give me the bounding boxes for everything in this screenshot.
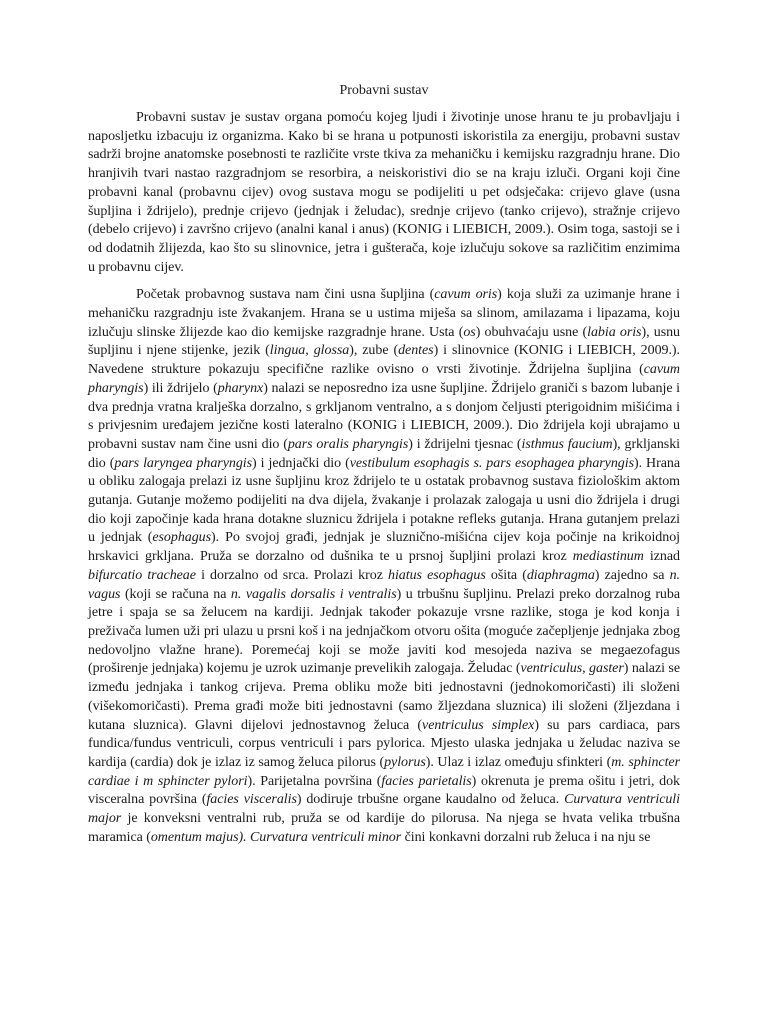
latin-term: ventriculus simplex	[422, 717, 535, 733]
text-run: ) okrenuta je prema ošitu i jetri, dok visceralna površina (	[88, 773, 680, 808]
text-run: je konveksni ventralni rub, pruža se od kardije do pilorusa. Na njega se hvata velika trbušna maramica (	[88, 811, 680, 845]
latin-term: pylorus	[384, 754, 426, 770]
text-run: ) i jednjački dio (	[252, 455, 350, 471]
latin-term: facies visceralis	[206, 792, 297, 808]
latin-term: hiatus esophagus	[388, 567, 486, 583]
latin-term: pars oralis pharyngis	[287, 436, 409, 452]
text-run: ). Parijetalna površina (	[247, 773, 382, 789]
text-run: Probavni sustav je sustav organa pomoću kojeg ljudi i životinje unose hranu te ju probavljaju i naposljetku izbacuju iz organizma. Kako bi se hrana u potpunosti iskoristila za energiju, probavni sustav sadrži brojne anatomske posebnosti te različite vrste tkiva za mehaničku i kemijsku razgradnju hrane. Dio hranjivih tvari nastao razgradnjom se resorbira, a neiskoristivi dio se na kraju izluči. Organi koji čine probavni kanal (probavnu cijev) ovog sustava mogu se podijeliti u pet odsječaka: crijevo glave (usna šupljina i ždrijelo), prednje crijevo (jednjak i želudac), srednje crijevo (tanko crijevo), stražnje crijevo (debelo crijevo) i završno crijevo (analni kanal i anus) (KONIG i LIEBICH, 2009.). Osim toga, sastoji se i od dodatnih žlijezda, kao što su slinovnice, jetra i gušterača, koje izlučuju sokove sa različitim enzimima u probavnu cijev.	[88, 110, 680, 275]
text-run: i dorzalno od srca. Prolazi kroz	[195, 567, 388, 583]
latin-term: lingua, glossa	[269, 343, 350, 359]
text-run: ). Po svojoj građi, jednjak je sluznično-mišićna cijev koja počinje na krikoidnoj hrskavici grkljana. Pruža se dorzalno od dušnika te u prsnoj šupljini prolazi kroz	[88, 530, 680, 565]
text-run: ) zajedno sa	[594, 567, 670, 583]
latin-term: pars laryngea pharyngis	[114, 455, 253, 471]
latin-term: n. vagalis dorsalis i ventralis	[230, 586, 397, 602]
text-run: ) i slinovnice (KONIG i LIEBICH, 2009.). Navedene strukture pokazuju specifične razlike ovisno o vrsti životinje. Ždrijelna šupljina (	[88, 343, 680, 378]
text-run: ), usnu šupljinu i njene stijenke, jezik (	[88, 324, 681, 359]
document-page	[88, 82, 680, 856]
latin-term: diaphragma	[526, 567, 595, 583]
text-run: ) su pars cardiaca, pars fundica/fundus ventriculi, corpus ventriculi i pars pylorica. Mjesto ulaska jednjaka u želudac naziva se kardija (cardia) dok je izlaz iz samog želuca pilorus (	[88, 717, 680, 770]
text-run: ) obuhvaćaju usne (	[475, 324, 588, 340]
latin-term: omentum majus). Curvatura ventriculi minor	[150, 829, 402, 845]
latin-term: labia oris	[587, 324, 642, 340]
latin-term: esophagus	[152, 530, 212, 546]
latin-term: pharynx	[217, 380, 264, 396]
latin-term: cavum pharyngis	[88, 362, 680, 396]
text-run: ) nalazi se između jednjaka i tankog crijeva. Prema obliku može biti jednostavni (jednokomoričasti) ili složeni (višekomoričasti). Prema građi može biti jednostavni (samo žljezdana sluznica) ili složeni (žljezdana i kutana sluznica). Glavni dijelovi jednostavnog želuca (	[88, 661, 680, 733]
text-run: ), grkljanski dio (	[88, 436, 680, 471]
text-run: ). Ulaz i izlaz omeđuju sfinkteri (	[425, 754, 612, 770]
text-run: ) nalazi se neposredno iza usne šupljine. Ždrijelo graniči s bazom lubanje i dva prednja vratna kralješka dorzalno, s grkljanom ventralno, a s donjom čeljusti pterigoidnim mišićima i s privjesnim uređajem jezične kosti lateralno (KONIG i LIEBICH, 2009.). Dio ždrijela koji ubrajamo u probavni sustav nam čine usni dio (	[88, 380, 681, 452]
latin-term: vestibulum esophagis s. pars esophagea pharyngis	[349, 455, 634, 471]
text-run: čini konkavni dorzalni rub želuca i na nju se	[401, 829, 651, 845]
latin-term: mediastinum	[572, 549, 644, 565]
document-title: Probavni sustav	[339, 83, 429, 98]
text-run: ) i ždrijelni tjesnac (	[408, 436, 522, 452]
latin-term: bifurcatio tracheae	[88, 567, 196, 583]
body-paragraph	[88, 286, 680, 847]
latin-term: ventriculus, gaster	[520, 661, 624, 677]
text-run: ) ili ždrijelo (	[143, 380, 218, 396]
latin-term: isthmus faucium	[521, 436, 613, 452]
latin-term: Curvatura ventriculi major	[88, 792, 680, 827]
latin-term: n. vagus	[88, 567, 680, 602]
latin-term: facies parietalis	[381, 773, 472, 789]
text-run: iznad	[643, 549, 680, 565]
text-run: ) koja služi za uzimanje hrane i mehaničku razgradnju iste žvakanjem. Hrana se u ustima miješa sa slinom, amilazama i lipazama, koju izlučuju slinske žlijezde kao dio kemijske razgradnje hrane. Usta (	[88, 287, 680, 340]
latin-term: cavum oris	[434, 287, 498, 303]
body-paragraph	[88, 109, 680, 277]
text-run: ), zube (	[349, 343, 399, 359]
document-body	[88, 109, 680, 847]
text-run: ). Hrana u obliku zalogaja prelazi iz usne šupljinu kroz ždrijelo te u ostatak probavnog sustava fiziološkim aktom gutanja. Gutanje možemo podijeliti na dva dijela, žvakanje i prolazak zalogaja u usni dio ždrijela i drugi dio koji započinje kada hrana dotakne sluznicu ždrijela i potakne refleks gutanja. Hrana gutanjem prelazi u jednjak (	[88, 455, 681, 546]
text-run: ošita (	[485, 567, 527, 583]
text-run: ) u trbušnu šupljinu. Prelazi preko dorzalnog ruba jetre i spaja se sa želucem na kardiji. Jednjak također pokazuje vrsne razlike, stoga je kod konja i preživača lumen uži pri ulazu u prsni koš i na jednjačkom otvoru ošita (moguće začepljenje jednjaka zbog nedovoljno vlažne hrane). Poremećaj koji se može javiti kod mesojeda naziva se megaezofagus (proširenje jednjaka) kojemu je uzrok uzimanje prevelikih zalogaja. Želudac (	[88, 586, 680, 677]
text-run: Početak probavnog sustava nam čini usna šupljina (	[136, 287, 435, 303]
latin-term: os	[463, 324, 476, 340]
text-run: ) dodiruje trbušne organe kaudalno od želuca.	[296, 792, 565, 808]
latin-term: m. sphincter cardiae i m sphincter pylori	[88, 754, 680, 789]
text-run: (koji se računa na	[120, 586, 231, 602]
latin-term: dentes	[398, 343, 434, 359]
